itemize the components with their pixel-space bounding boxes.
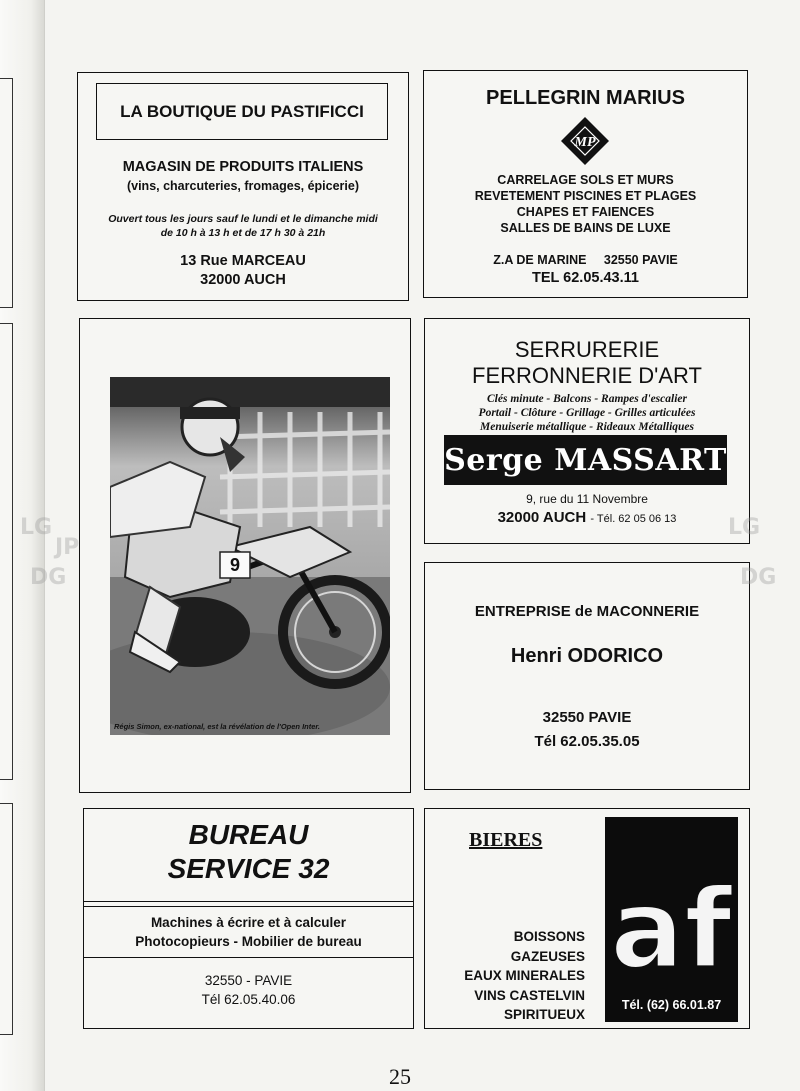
ad-bieres-product: GAZEUSES: [510, 948, 585, 964]
ad-serrurerie-title-1: SERRURERIE: [514, 337, 660, 362]
ad-bureau-divider: [84, 901, 413, 902]
ad-pellegrin: [423, 70, 748, 298]
ad-pellegrin-service-3: CHAPES ET FAIENCES: [516, 205, 655, 219]
ad-pellegrin-phone: TEL 62.05.43.11: [532, 270, 639, 286]
ad-bieres-product: EAUX MINERALES: [464, 968, 585, 983]
af-logo-text: af: [609, 865, 733, 993]
ad-serrurerie-title-2: FERRONNERIE D'ART: [472, 363, 702, 388]
ad-maconnerie-phone: Tél 62.05.35.05: [534, 733, 640, 750]
ad-bureau-line-2: Photocopieurs - Mobilier de bureau: [135, 934, 362, 949]
watermark-lg: LG: [728, 515, 761, 540]
ad-bureau-city: 32550 - PAVIE: [204, 973, 293, 988]
ad-pellegrin-service-2: REVETEMENT PISCINES ET PLAGES: [474, 189, 697, 203]
ad-maconnerie-title: ENTREPRISE de MACONNERIE: [474, 603, 700, 620]
ad-pastificci-hours-1: Ouvert tous les jours sauf le lundi et le dimanche midi: [108, 213, 378, 225]
ad-bureau-service: [83, 808, 414, 1029]
ad-bureau-divider: [84, 957, 413, 958]
ad-serrurerie: [424, 318, 750, 544]
ad-serrurerie-service-2: Portail - Clôture - Grillage - Grilles articulées: [478, 407, 696, 419]
watermark-dg: DG: [740, 565, 777, 590]
ad-serrurerie-street: 9, rue du 11 Novembre: [526, 492, 648, 506]
ad-bureau-phone: Tél 62.05.40.06: [201, 992, 296, 1007]
ad-bureau-title-2: SERVICE 32: [167, 853, 330, 884]
previous-page-edge: [0, 323, 13, 780]
ad-bureau-title-1: BUREAU: [188, 819, 309, 850]
motocross-photo: [110, 377, 390, 735]
ad-bieres-product: SPIRITUEUX: [503, 1007, 585, 1022]
ad-bureau-divider: [84, 906, 413, 907]
ad-bieres-phone: Tél. (62) 66.01.87: [621, 998, 722, 1012]
ad-bieres: [424, 808, 750, 1029]
watermark-lg: LG: [20, 515, 53, 540]
ad-pastificci-subtitle: MAGASIN DE PRODUITS ITALIENS: [122, 159, 364, 175]
ad-bieres-products: [464, 927, 585, 1025]
ad-serrurerie-service-1: Clés minute - Balcons - Rampes d'escalier: [487, 393, 687, 405]
ad-serrurerie-name: Serge MASSART: [444, 435, 727, 485]
watermark-jp: JP: [55, 535, 80, 560]
af-logo: [605, 817, 738, 1022]
ad-maconnerie: [424, 562, 750, 790]
ad-serrurerie-city: 32000 AUCH: [497, 509, 587, 526]
ad-pellegrin-service-4: SALLES DE BAINS DE LUXE: [500, 221, 671, 235]
ad-pastificci-title: LA BOUTIQUE DU PASTIFICCI: [96, 83, 388, 140]
ad-maconnerie-city: 32550 PAVIE: [542, 709, 632, 726]
ad-serrurerie-service-3: Menuiserie métallique - Rideaux Métalliques: [479, 421, 695, 433]
ad-pastificci-hours-2: de 10 h à 13 h et de 17 h 30 à 21h: [160, 227, 326, 239]
ad-bureau-line-1: Machines à écrire et à calculer: [150, 915, 347, 930]
ad-bieres-product: BOISSONS: [513, 929, 585, 944]
ad-pastificci-address-2: 32000 AUCH: [200, 272, 286, 288]
ad-bieres-title: BIERES: [469, 829, 543, 851]
ad-photo-motocross: [79, 318, 411, 793]
ad-pellegrin-service-1: CARRELAGE SOLS ET MURS: [497, 173, 674, 187]
ad-bieres-product: VINS CASTELVIN: [474, 987, 585, 1003]
bike-number: 9: [229, 555, 241, 575]
ad-pastificci: [77, 72, 409, 301]
pellegrin-logo: [559, 115, 611, 167]
ad-pellegrin-title: PELLEGRIN MARIUS: [486, 87, 685, 109]
watermark-dg: DG: [30, 565, 67, 590]
ad-pellegrin-address: Z.A DE MARINE 32550 PAVIE: [493, 253, 678, 267]
ad-serrurerie-phone: - Tél. 62 05 06 13: [590, 513, 677, 525]
ad-serrurerie-city-line: [425, 509, 749, 526]
pellegrin-logo-text: MP: [574, 135, 596, 150]
ad-pastificci-address-1: 13 Rue MARCEAU: [180, 253, 306, 269]
previous-page-edge: [0, 803, 13, 1035]
previous-page-edge: [0, 78, 13, 308]
ad-pastificci-products: (vins, charcuteries, fromages, épicerie): [126, 179, 360, 193]
ad-maconnerie-name: Henri ODORICO: [510, 645, 664, 667]
page-number: 25: [389, 1064, 411, 1089]
photo-caption: Régis Simon, ex-national, est la révélation de l'Open Inter.: [114, 722, 321, 731]
